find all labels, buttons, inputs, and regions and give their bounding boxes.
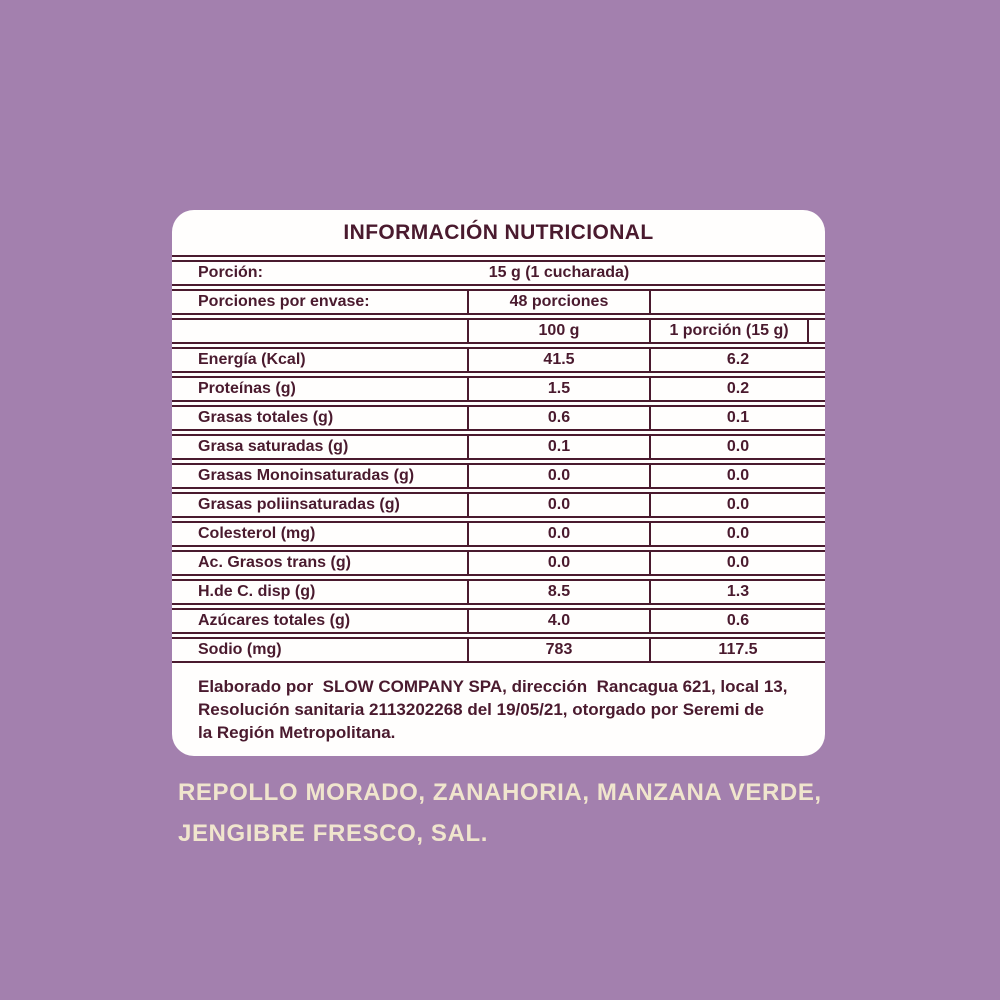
value-per-100g: 4.0 — [467, 610, 651, 632]
table-row — [172, 376, 825, 402]
value-per-100g: 0.6 — [467, 407, 651, 429]
nutrient-label: H.de C. disp (g) — [198, 583, 316, 600]
servings-empty-cell — [651, 291, 825, 313]
value-per-portion: 0.1 — [726, 409, 750, 426]
portion-row — [172, 260, 825, 286]
value-per-portion: 117.5 — [718, 641, 758, 658]
table-row — [172, 492, 825, 518]
value-per-100g: 41.5 — [467, 349, 651, 371]
nutrient-label: Grasas Monoinsaturadas (g) — [198, 467, 415, 484]
table-row — [172, 521, 825, 547]
nutrient-label: Proteínas (g) — [198, 380, 296, 397]
value-per-portion: 1.3 — [726, 583, 750, 600]
servings-value: 48 porciones — [467, 291, 651, 313]
table-row — [172, 347, 825, 373]
value-per-100g: 0.0 — [467, 523, 651, 545]
value-per-100g: 0.0 — [467, 494, 651, 516]
ingredients-line: REPOLLO MORADO, ZANAHORIA, MANZANA VERDE, — [178, 779, 822, 806]
value-per-100g: 8.5 — [467, 581, 651, 603]
nutrient-label: Energía (Kcal) — [198, 351, 306, 368]
table-row — [172, 637, 825, 663]
portion-value: 15 g (1 cucharada) — [488, 264, 630, 281]
nutrient-label: Ac. Grasos trans (g) — [198, 554, 351, 571]
value-per-100g: 0.1 — [467, 436, 651, 458]
servings-label: Porciones por envase: — [198, 293, 370, 310]
value-per-portion: 0.6 — [726, 612, 750, 629]
value-per-portion: 0.0 — [726, 467, 750, 484]
value-per-100g: 0.0 — [467, 552, 651, 574]
footer-line: Elaborado por SLOW COMPANY SPA, dirección Rancagua 621, local 13, — [198, 677, 788, 696]
nutrient-label: Grasa saturadas (g) — [198, 438, 349, 455]
value-per-portion: 0.2 — [726, 380, 750, 397]
nutrient-rows — [172, 347, 825, 663]
column-header-row — [172, 318, 825, 344]
value-per-100g: 783 — [467, 639, 651, 661]
table-row — [172, 405, 825, 431]
value-per-portion: 0.0 — [726, 496, 750, 513]
nutrient-label: Azúcares totales (g) — [198, 612, 351, 629]
value-per-portion: 0.0 — [726, 554, 750, 571]
ingredients-text — [178, 772, 822, 854]
nutrient-label: Grasas totales (g) — [198, 409, 334, 426]
ingredients-line: JENGIBRE FRESCO, SAL. — [178, 820, 488, 847]
nutrient-label: Grasas poliinsaturadas (g) — [198, 496, 400, 513]
servings-row — [172, 289, 825, 315]
value-per-portion: 0.0 — [726, 438, 750, 455]
header-per-portion: 1 porción (15 g) — [651, 320, 809, 342]
table-row — [172, 550, 825, 576]
nutrition-facts-card — [172, 210, 825, 756]
value-per-100g: 0.0 — [467, 465, 651, 487]
value-per-100g: 1.5 — [467, 378, 651, 400]
table-row — [172, 608, 825, 634]
nutrient-label: Sodio (mg) — [198, 641, 282, 658]
manufacturer-footer — [172, 663, 825, 746]
value-per-portion: 0.0 — [726, 525, 750, 542]
table-row — [172, 579, 825, 605]
portion-label: Porción: — [198, 264, 263, 281]
header-empty-cell — [172, 320, 467, 342]
footer-line: la Región Metropolitana. — [198, 723, 396, 742]
portion-empty-cell — [651, 262, 825, 284]
footer-line: Resolución sanitaria 2113202268 del 19/05/21, otorgado por Seremi de — [198, 700, 764, 719]
nutrition-title: INFORMACIÓN NUTRICIONAL — [172, 210, 825, 257]
table-row — [172, 434, 825, 460]
header-per-100g: 100 g — [467, 320, 651, 342]
nutrient-label: Colesterol (mg) — [198, 525, 316, 542]
value-per-portion: 6.2 — [726, 351, 750, 368]
table-row — [172, 463, 825, 489]
